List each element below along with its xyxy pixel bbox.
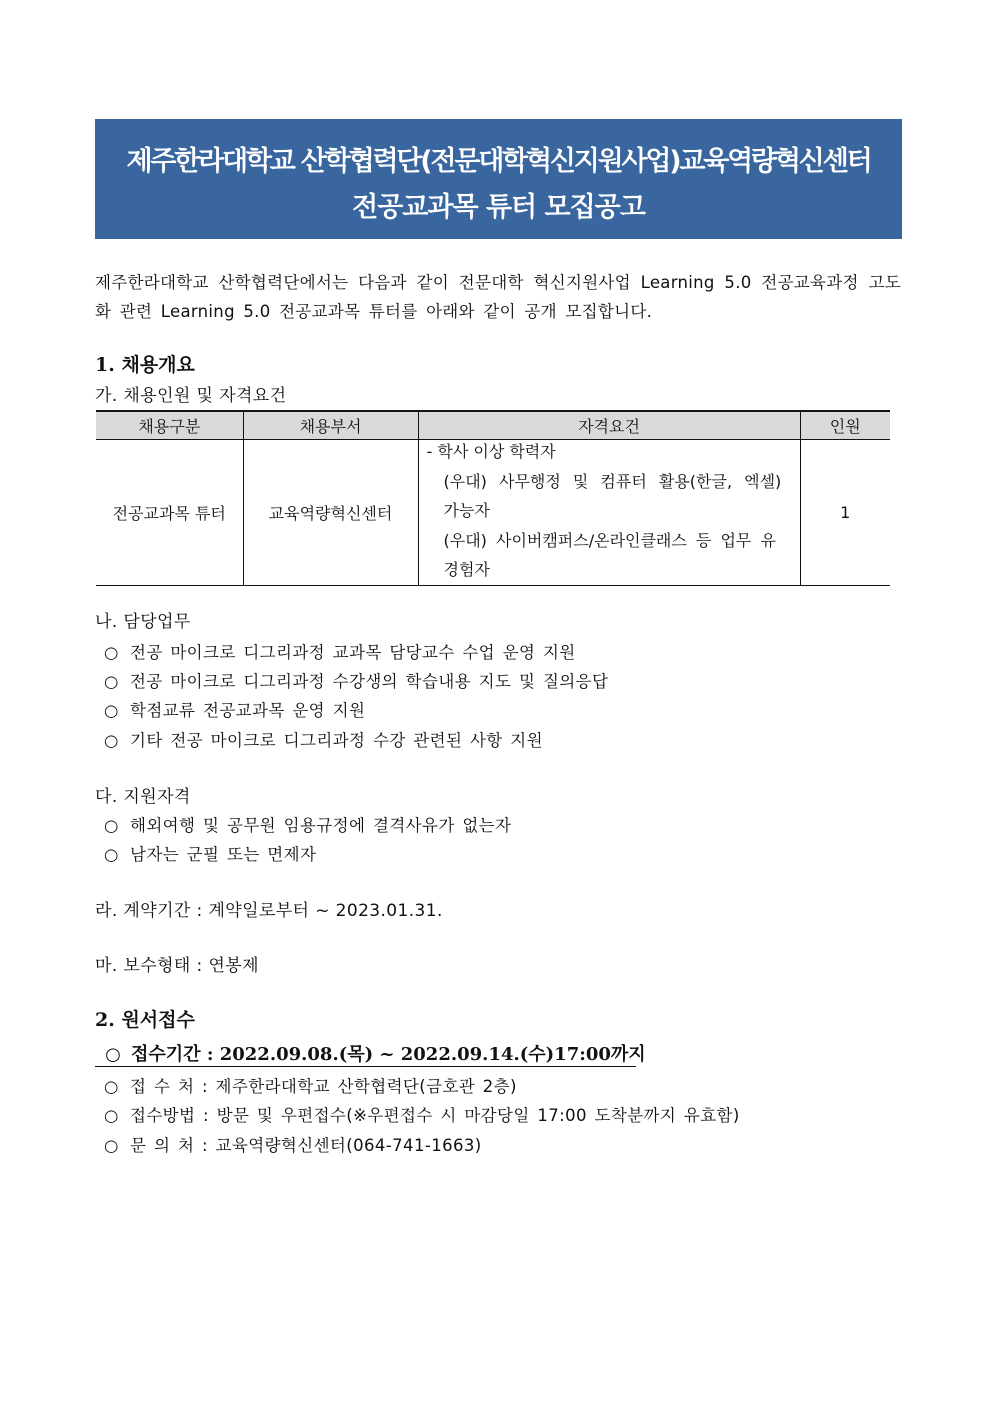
duty-item (104, 697, 365, 721)
pay-type: 마. 보수형태 : 연봉제 (95, 956, 259, 976)
requirement-line: 경험자 (443, 560, 490, 579)
application-period (95, 1040, 646, 1067)
duty-item (104, 668, 608, 692)
application-method: 접수방법 : 방문 및 우편접수(※우편접수 시 마감당일 17:00 도착분까지 유효함) (130, 1106, 740, 1125)
title-line-2: 전공교과목 튜터 모집공고 (352, 192, 645, 223)
circle-bullet-icon: ○ (104, 845, 119, 864)
qualification-item (104, 841, 316, 865)
circle-bullet-icon: ○ (104, 643, 119, 662)
header-category: 채용구분 (96, 411, 243, 440)
duty-text: 전공 마이크로 디그리과정 수강생의 학습내용 지도 및 질의응답 (130, 672, 609, 691)
qualification-text: 남자는 군필 또는 면제자 (130, 845, 317, 864)
recruitment-table (96, 410, 890, 586)
title-line-1: 제주한라대학교 산학협력단(전문대학혁신지원사업)교육역량혁신센터 (126, 146, 871, 177)
duty-item (104, 639, 576, 663)
requirement-line: 가능자 (443, 501, 490, 520)
application-location: 접 수 처 : 제주한라대학교 산학협력단(금호관 2층) (130, 1077, 517, 1096)
qualification-item (104, 812, 511, 836)
circle-bullet-icon: ○ (105, 1044, 121, 1065)
cell-requirements (418, 440, 800, 586)
cell-category: 전공교과목 튜터 (96, 440, 243, 586)
circle-bullet-icon: ○ (104, 1136, 119, 1155)
requirement-line: - 학사 이상 학력자 (426, 442, 556, 461)
table-row (96, 440, 890, 586)
application-item (104, 1073, 517, 1097)
circle-bullet-icon: ○ (104, 701, 119, 720)
header-department: 채용부서 (243, 411, 418, 440)
application-item (104, 1102, 740, 1126)
intro-paragraph: 제주한라대학교 산학협력단에서는 다음과 같이 전문대학 혁신지원사업 Learning 5.0 전공교육과정 고도화 관련 Learning 5.0 전공교과목 튜터를 아래와 같이 공개 모집합니다. (95, 273, 901, 321)
circle-bullet-icon: ○ (104, 1106, 119, 1125)
application-item (104, 1132, 482, 1156)
subsection-b-heading: 나. 담당업무 (95, 612, 191, 632)
duty-text: 학점교류 전공교과목 운영 지원 (130, 701, 366, 720)
header-count: 인원 (800, 411, 890, 440)
cell-count: 1 (800, 440, 890, 586)
section-2-heading: 2. 원서접수 (95, 1009, 195, 1031)
subsection-a-heading: 가. 채용인원 및 자격요건 (95, 386, 287, 406)
circle-bullet-icon: ○ (104, 731, 119, 750)
requirement-line: (우대) 사무행정 및 컴퓨터 활용(한글, 엑셀) (443, 471, 782, 491)
header-requirements: 자격요건 (418, 411, 800, 440)
duty-text: 기타 전공 마이크로 디그리과정 수강 관련된 사항 지원 (130, 731, 543, 750)
contact-info: 문 의 처 : 교육역량혁신센터(064-741-1663) (130, 1136, 482, 1155)
cell-department: 교육역량혁신센터 (243, 440, 418, 586)
section-1-heading: 1. 채용개요 (95, 354, 195, 376)
contract-period: 라. 계약기간 : 계약일로부터 ~ 2023.01.31. (95, 901, 443, 921)
circle-bullet-icon: ○ (104, 672, 119, 691)
circle-bullet-icon: ○ (104, 816, 119, 835)
requirement-line: (우대) 사이버캠퍼스/온라인클래스 등 업무 유 (443, 530, 776, 550)
application-period-text: 접수기간 : 2022.09.08.(목) ~ 2022.09.14.(수)17:00까지 (131, 1044, 646, 1065)
qualification-text: 해외여행 및 공무원 임용규정에 결격사유가 없는자 (130, 816, 512, 835)
duty-text: 전공 마이크로 디그리과정 교과목 담당교수 수업 운영 지원 (130, 643, 576, 662)
title-banner (95, 119, 902, 239)
circle-bullet-icon: ○ (104, 1077, 119, 1096)
table-header-row (96, 411, 890, 440)
subsection-c-heading: 다. 지원자격 (95, 787, 191, 807)
duty-item (104, 727, 543, 751)
